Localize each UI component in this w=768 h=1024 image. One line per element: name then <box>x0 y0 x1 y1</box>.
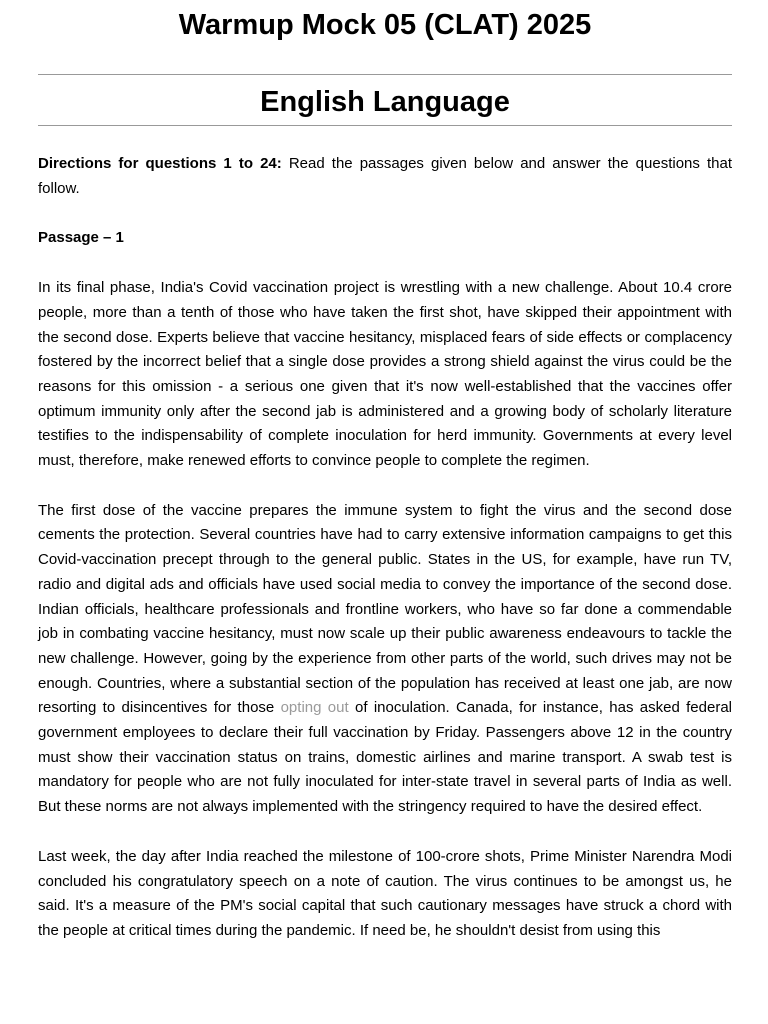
document-page <box>38 0 732 944</box>
directions-label: Directions for questions 1 to 24: <box>38 155 282 172</box>
passage-paragraph-2 <box>38 499 732 820</box>
section-title: English Language <box>260 86 510 118</box>
paragraph-2-text-before: The first dose of the vaccine prepares the immune system to fight the virus and the second dose cements the protection. Several countries have had to carry extensive information campaigns to get this Covid-vaccination precept through to the general public. States in the US, for example, have run TV, radio and digital ads and officials have used social media to convey the importance of the second dose. Indian officials, healthcare professionals and frontline workers, who have so far done a commendable job in combating vaccine hesitancy, must now scale up their public awareness endeavours to tackle the new challenge. However, going by the experience from other parts of the world, such drives may not be enough. Countries, where a substantial section of the population has received at least one jab, are now resorting to disincentives for those <box>38 501 732 717</box>
document-title: Warmup Mock 05 (CLAT) 2025 <box>178 9 592 41</box>
directions <box>38 152 732 201</box>
highlighted-phrase: opting out <box>280 699 349 717</box>
paragraph-2-text-after: of inoculation. Canada, for instance, has asked federal government employees to declare their full vaccination by Friday. Passengers above 12 in the country must show their vaccination status on trains, domestic airlines and marine transport. A swab test is mandatory for people who are not fully inoculated for inter-state travel in several parts of India as well. But these norms are not always implemented with the stringency required to have the desired effect. <box>38 699 732 816</box>
title-divider-bottom <box>38 125 732 126</box>
passage-label: Passage – 1 <box>38 229 124 247</box>
passage-paragraph-1: In its final phase, India's Covid vaccination project is wrestling with a new challenge. About 10.4 crore people, more than a tenth of those who have taken the first shot, have skipped their appointment with the second dose. Experts believe that vaccine hesitancy, misplaced fears of side effects or complacency fostered by the incorrect belief that a single dose provides a strong shield against the virus could be the reasons for this omission - a serious one given that it's now well-established that the vaccines offer optimum immunity only after the second jab is administered and a growing body of scholarly literature testifies to the indispensability of complete inoculation for herd immunity. Governments at every level must, therefore, make renewed efforts to convince people to complete the regimen. <box>38 279 732 470</box>
directions-text: Read the passages given below and answer the questions that follow. <box>38 155 732 197</box>
passage-paragraph-3: Last week, the day after India reached the milestone of 100-crore shots, Prime Minister Narendra Modi concluded his congratulatory speech on a note of caution. The virus continues to be amongst us, he said. It's a measure of the PM's social capital that such cautionary messages have struck a chord with the people at critical times during the pandemic. If need be, he shouldn't desist from using this <box>38 847 732 939</box>
